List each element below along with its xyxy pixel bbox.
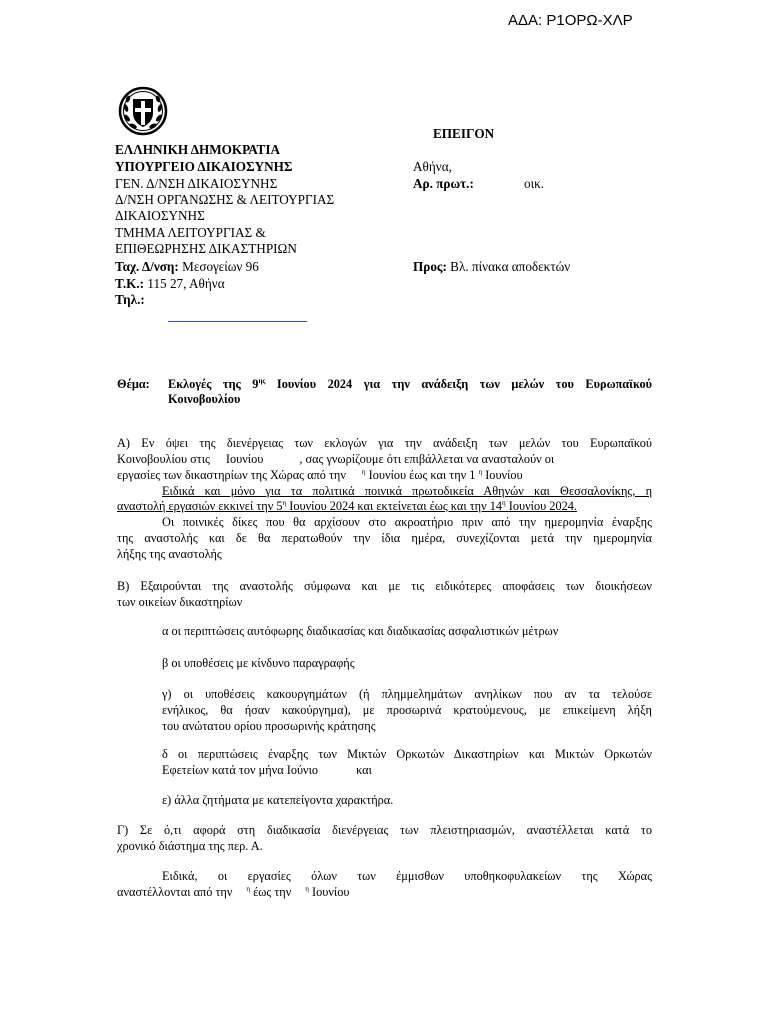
phone-label: Τηλ.: bbox=[115, 292, 145, 307]
dept-line-1: ΓΕΝ. Δ/ΝΣΗ ΔΙΚΑΙΟΣΥΝΗΣ bbox=[115, 176, 278, 191]
postcode-label: Τ.Κ.: bbox=[115, 276, 145, 291]
section-a-line-5: αναστολή εργασιών εκκινεί την $5^\eta$ Ιουνίου 2024 και εκτείνεται έως και την $14^\eta$ Ιουνίου 2024. bbox=[117, 498, 577, 513]
section-b-item-gamma-2: ενήλικος, θα ήσαν κακούργημα), με προσωρινά κρατούμενους, με επικείμενη λήξη bbox=[162, 703, 652, 717]
section-b-item-beta: β οι υποθέσεις με κίνδυνο παραγραφής bbox=[162, 656, 355, 670]
to-label: Προς: bbox=[413, 259, 447, 274]
section-b-item-gamma-1: γ) οι υποθέσεις κακουργημάτων (ή πλημμελημάτων ανηλίκων που αν τα τελούσε bbox=[162, 687, 652, 701]
section-b-item-epsilon: ε) άλλα ζητήματα με κατεπείγοντα χαρακτήρα. bbox=[162, 793, 394, 807]
place-label: Αθήνα, bbox=[413, 159, 452, 174]
to-value: Βλ. πίνακα αποδεκτών bbox=[450, 259, 571, 274]
subject-line-1: Εκλογές της $9^{\eta\varsigma}$ Ιουνίου 2024 για την ανάδειξη των μελών του Ευρωπαϊκού bbox=[168, 376, 652, 391]
section-a-line-2: Κοινοβουλίου στις Ιουνίου , σας γνωρίζουμε ότι επιβάλλεται να ανασταλούν οι bbox=[117, 452, 555, 466]
subject-line-2: Κοινοβουλίου bbox=[168, 392, 241, 406]
org-line-1: ΕΛΛΗΝΙΚΗ ΔΗΜΟΚΡΑΤΙΑ bbox=[115, 142, 280, 157]
protocol-label: Αρ. πρωτ.: bbox=[413, 176, 474, 191]
section-a-line-1: Α) Εν όψει της διενέργειας των εκλογών για την ανάδειξη των μελών του Ευρωπαϊκού bbox=[117, 436, 652, 450]
ada-code: ΑΔΑ: Ρ1ΟΡΩ-ΧΛΡ bbox=[508, 12, 633, 29]
section-c-line-1: Γ) Σε ό,τι αφορά στη διαδικασία διενέργειας των πλειστηριασμών, αναστέλλεται κατά το bbox=[117, 823, 652, 837]
section-b-line-1: Β) Εξαιρούνται της αναστολής σύμφωνα και με τις ειδικότερες αποφάσεις των διοικήσεων bbox=[117, 579, 652, 593]
dept-line-2: Δ/ΝΣΗ ΟΡΓΑΝΩΣΗΣ & ΛΕΙΤΟΥΡΓΙΑΣ bbox=[115, 192, 335, 207]
org-line-2: ΥΠΟΥΡΓΕΙΟ ΔΙΚΑΙΟΣΥΝΗΣ bbox=[115, 159, 293, 174]
postcode-value: 115 27, Αθήνα bbox=[147, 276, 225, 291]
section-c-line-3: Ειδικά, οι εργασίες όλων των έμμισθων υποθηκοφυλακείων της Χώρας bbox=[162, 869, 652, 883]
address-label: Ταχ. Δ/νση: bbox=[115, 259, 179, 274]
subject-label: Θέμα: bbox=[117, 377, 150, 391]
dept-line-4: ΤΜΗΜΑ ΛΕΙΤΟΥΡΓΙΑΣ & bbox=[115, 225, 266, 240]
section-a-line-6: Οι ποινικές δίκες που θα αρχίσουν στο ακροατήριο πριν από την ημερομηνία έναρξης bbox=[162, 515, 652, 529]
address bbox=[115, 258, 259, 275]
section-a-line-3: εργασίες των δικαστηρίων της Χώρας από την $^\eta$ Ιουνίου έως και την 1 $^\eta$ Ιουνίου bbox=[117, 467, 523, 482]
section-b-item-alpha: α οι περιπτώσεις αυτόφωρης διαδικασίας και διαδικασίας ασφαλιστικών μέτρων bbox=[162, 624, 559, 638]
address-value: Μεσογείων 96 bbox=[182, 259, 259, 274]
recipients bbox=[413, 258, 570, 275]
email-link-line[interactable] bbox=[168, 321, 307, 322]
section-c-line-2: χρονικό διάστημα της περ. Α. bbox=[117, 839, 263, 853]
protocol-value: οικ. bbox=[524, 176, 545, 191]
section-c-line-4: αναστέλλονται από την $^\eta$ έως την $^\eta$ Ιουνίου bbox=[117, 884, 350, 899]
section-b-item-delta-2: Εφετείων κατά τον μήνα Ιούνιο και bbox=[162, 763, 372, 777]
section-b-item-delta-1: δ οι περιπτώσεις έναρξης των Μικτών Ορκωτών Δικαστηρίων και Μικτών Ορκωτών bbox=[162, 747, 652, 761]
greek-emblem-icon bbox=[118, 86, 168, 136]
dept-line-5: ΕΠΙΘΕΩΡΗΣΗΣ ΔΙΚΑΣΤΗΡΙΩΝ bbox=[115, 241, 297, 256]
section-a-line-7: της αναστολής και δε θα περατωθούν την ίδια ημέρα, συνεχίζονται μετά την ημερομηνία bbox=[117, 531, 652, 545]
section-b-item-gamma-3: του ανώτατου ορίου προσωρινής κράτησης bbox=[162, 719, 376, 733]
section-a-line-4: Ειδικά και μόνο για τα πολιτικά ποινικά πρωτοδικεία Αθηνών και Θεσσαλονίκης, η bbox=[162, 484, 652, 498]
urgent-label: ΕΠΕΙΓΟΝ bbox=[433, 126, 495, 141]
section-a-line-8: λήξης της αναστολής bbox=[117, 547, 222, 561]
section-b-line-2: των οικείων δικαστηρίων bbox=[117, 595, 243, 609]
postcode bbox=[115, 275, 225, 292]
dept-line-3: ΔΙΚΑΙΟΣΥΝΗΣ bbox=[115, 208, 205, 223]
